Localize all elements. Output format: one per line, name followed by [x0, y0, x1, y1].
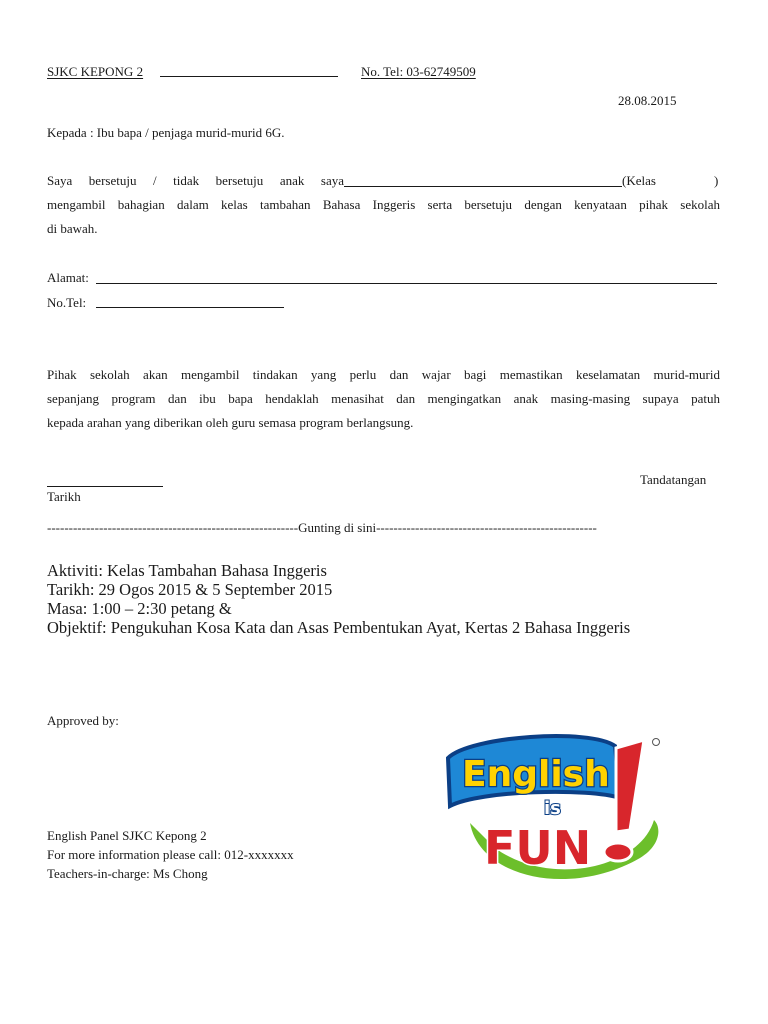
contact-info: For more information please call: 012-xxxxxxx	[47, 847, 294, 862]
child-name-blank[interactable]	[344, 186, 622, 187]
consent-line-2: mengambil bahagian dalam kelas tambahan Bahasa Inggeris serta bersetuju dengan kenyataan pihak sekolah	[47, 197, 720, 212]
english-is-fun-logo	[440, 728, 670, 898]
logo-word-is: is	[544, 798, 561, 819]
class-close-paren: )	[714, 173, 719, 188]
panel-name: English Panel SJKC Kepong 2	[47, 828, 207, 843]
consent-text: Saya bersetuju / tidak bersetuju anak saya	[47, 173, 344, 188]
letter-date: 28.08.2015	[618, 93, 677, 108]
phone-blank[interactable]	[96, 307, 284, 308]
notice-line-2: sepanjang program dan ibu bapa hendaklah menasihat dan mengingatkan anak masing-masing supaya patuh	[47, 391, 720, 406]
consent-line-3: di bawah.	[47, 221, 98, 236]
approved-by: Approved by:	[47, 713, 119, 728]
date-label: Tarikh	[47, 489, 81, 504]
recipient-line: Kepada : Ibu bapa / penjaga murid-murid 6G.	[47, 125, 285, 140]
logo-registered-mark	[653, 739, 660, 746]
logo-word-english: English	[462, 754, 610, 795]
cut-line: ----------------------------------------------------------Gunting di sini---------------------------------------------------	[47, 520, 597, 535]
signature-label: Tandatangan	[640, 472, 707, 487]
school-phone: No. Tel: 03-62749509	[361, 64, 476, 79]
activity-time: Masa: 1:00 – 2:30 petang &	[47, 599, 232, 618]
date-blank[interactable]	[47, 486, 163, 487]
phone-label: No.Tel:	[47, 295, 87, 310]
school-name: SJKC KEPONG 2	[47, 64, 144, 79]
logo-exclamation-dot	[604, 843, 632, 861]
class-label: (Kelas	[622, 173, 656, 188]
address-label: Alamat:	[47, 270, 89, 285]
header-underline	[160, 76, 338, 77]
activity-objective: Objektif: Pengukuhan Kosa Kata dan Asas Pembentukan Ayat, Kertas 2 Bahasa Inggeris	[47, 618, 631, 637]
address-blank[interactable]	[96, 283, 717, 284]
logo-word-fun: FUN	[484, 821, 592, 875]
activity-dates: Tarikh: 29 Ogos 2015 & 5 September 2015	[47, 580, 333, 599]
notice-line-1: Pihak sekolah akan mengambil tindakan yang perlu dan wajar bagi memastikan keselamatan murid-murid	[47, 367, 720, 382]
activity-title: Aktiviti: Kelas Tambahan Bahasa Inggeris	[47, 561, 327, 580]
teacher-in-charge: Teachers-in-charge: Ms Chong	[47, 866, 208, 881]
logo-exclamation	[616, 740, 644, 832]
notice-line-3: kepada arahan yang diberikan oleh guru semasa program berlangsung.	[47, 415, 414, 430]
